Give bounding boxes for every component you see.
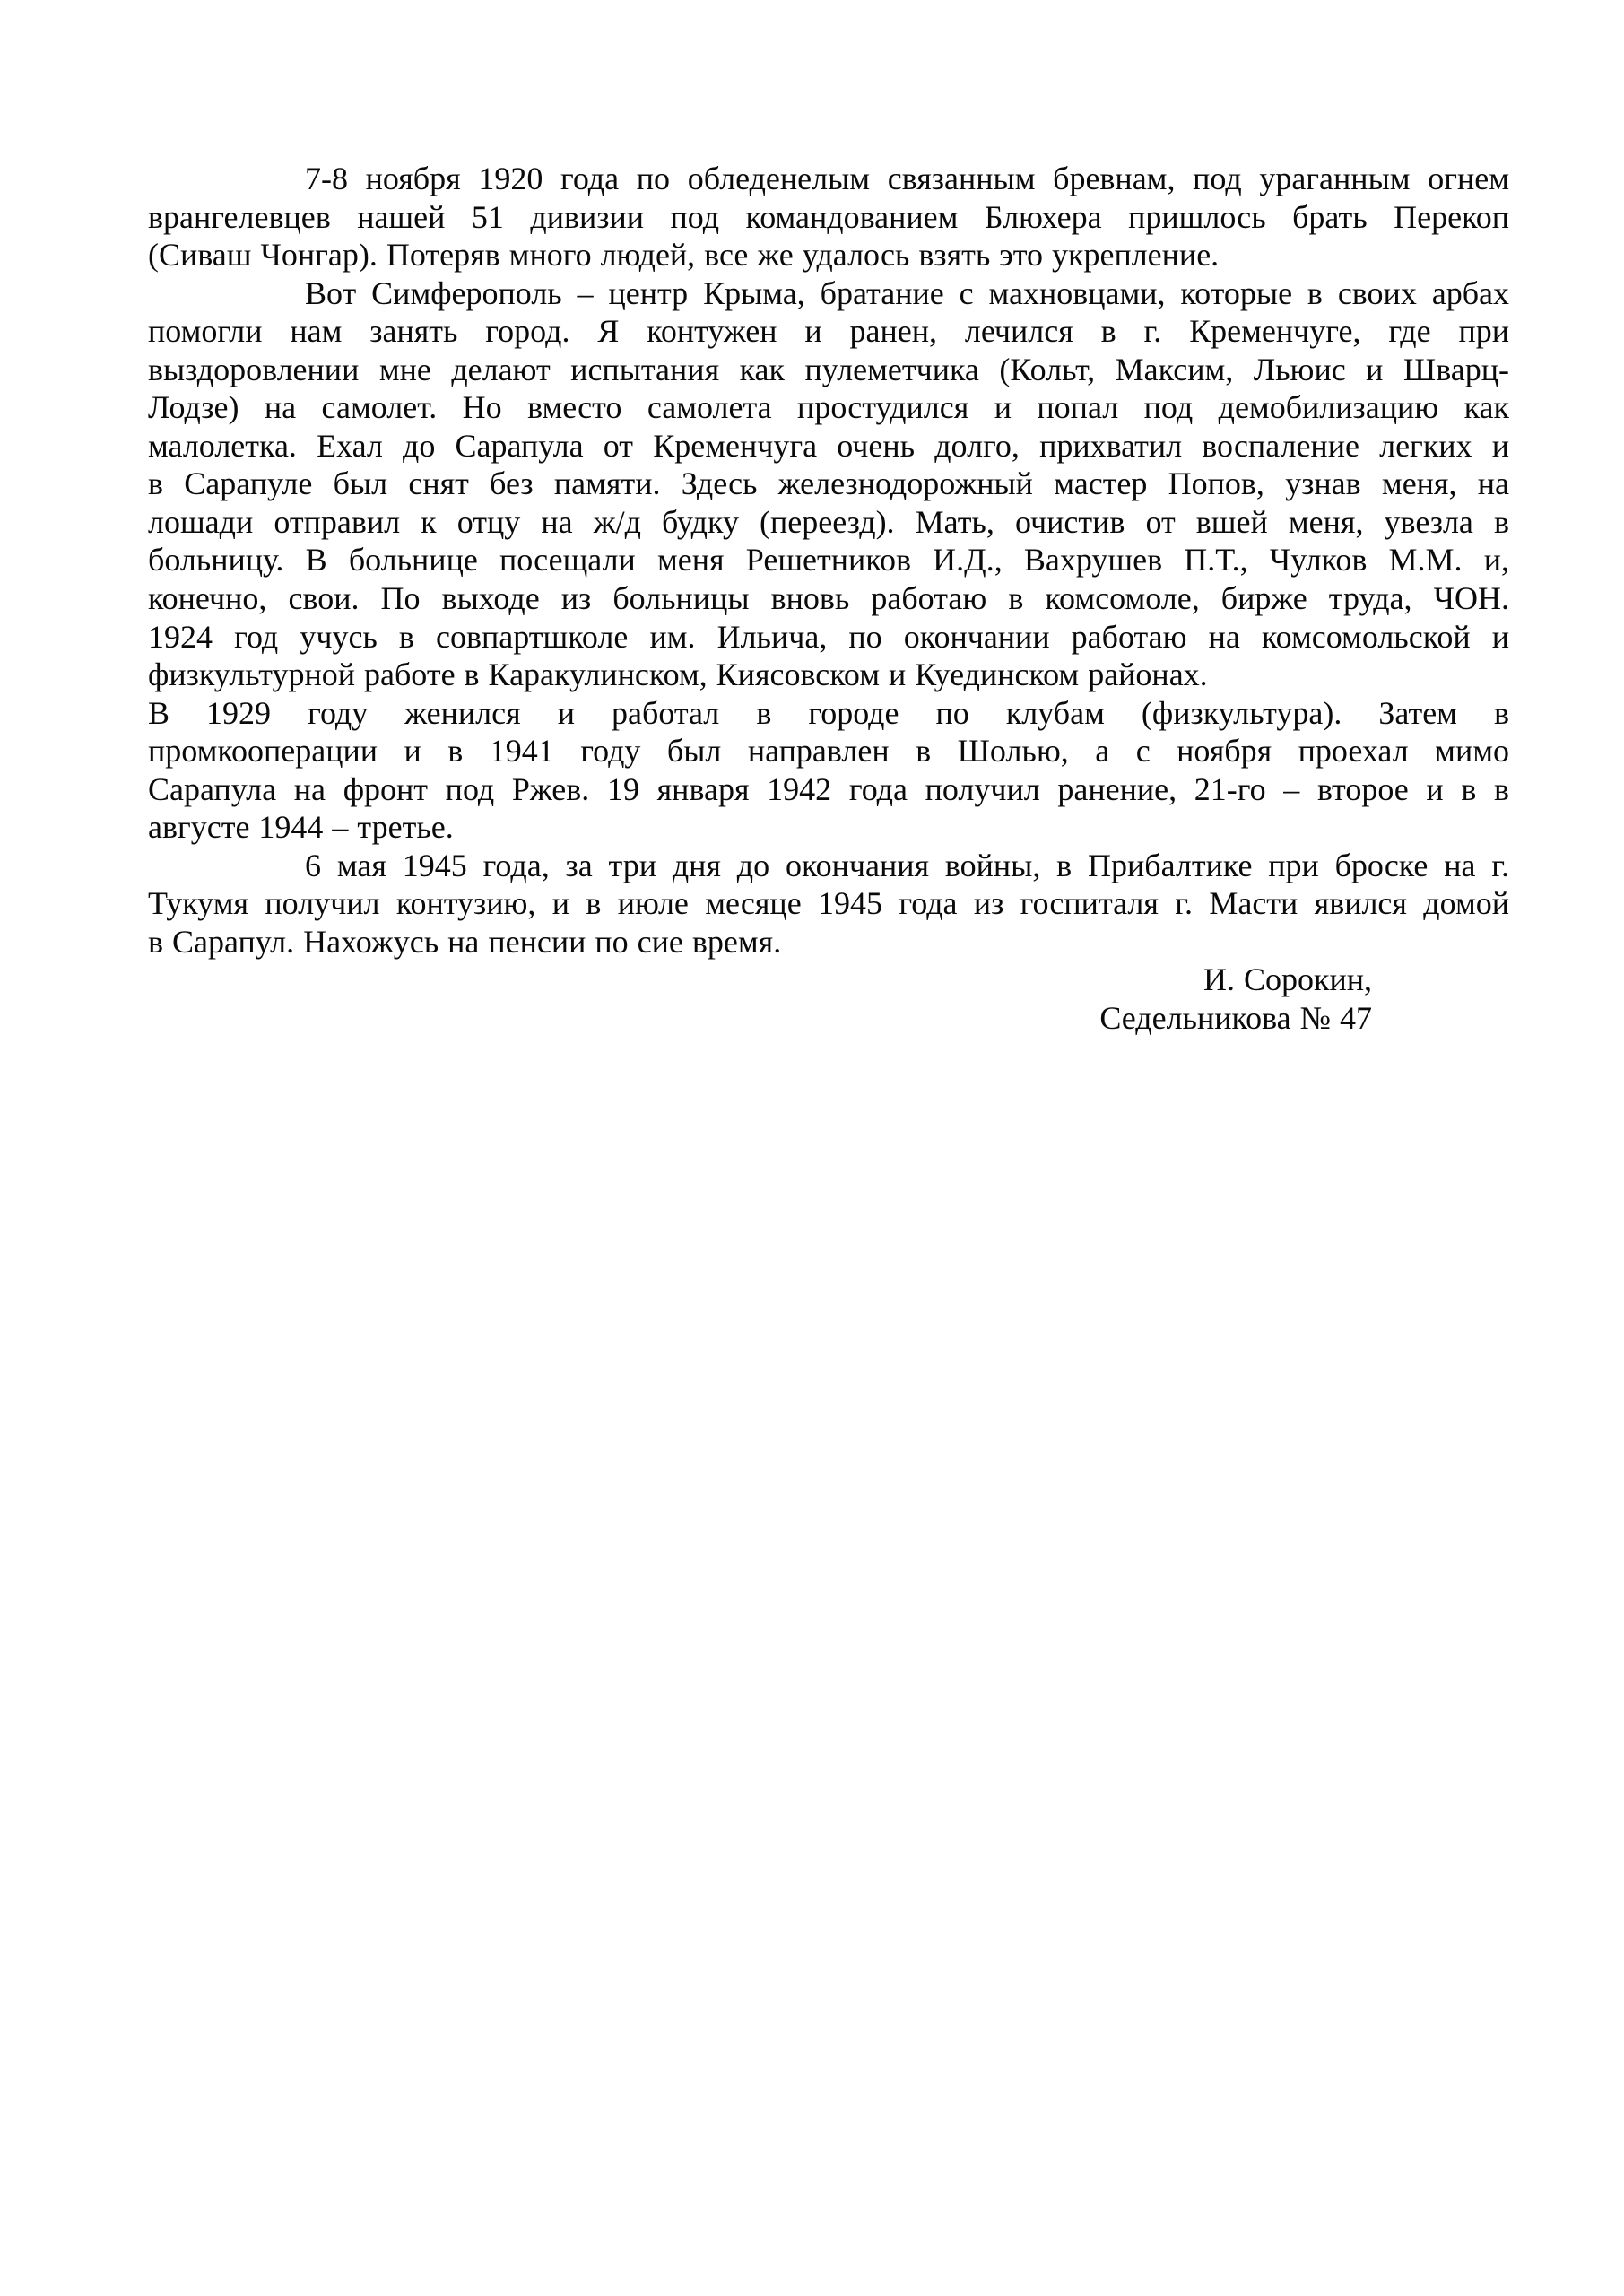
memoir-text-block xyxy=(148,160,1509,1038)
text-line: Тукумя получил контузию, и в июле месяце 1945 года из госпиталя г. Масти явился домой xyxy=(148,885,1509,922)
text-line: 6 мая 1945 года, за три дня до окончания войны, в Прибалтике при броске на г. xyxy=(305,847,1509,883)
text-line: выздоровлении мне делают испытания как пулеметчика (Кольт, Максим, Льюис и Шварц- xyxy=(148,351,1509,387)
text-line: в Сарапул. Нахожусь на пенсии по сие время. xyxy=(148,923,782,960)
text-line: малолетка. Ехал до Сарапула от Кременчуга очень долго, прихватил воспаление легких и xyxy=(148,427,1509,464)
text-line: Сарапула на фронт под Ржев. 19 января 1942 года получил ранение, 21-го – второе и в в xyxy=(148,770,1509,807)
text-line: конечно, свои. По выходе из больницы вновь работаю в комсомоле, бирже труда, ЧОН. xyxy=(148,580,1509,617)
text-line: больницу. В больнице посещали меня Решетников И.Д., Вахрушев П.Т., Чулков М.М. и, xyxy=(148,542,1509,578)
text-line: в Сарапуле был снят без памяти. Здесь железнодорожный мастер Попов, узнав меня, на xyxy=(148,465,1509,502)
text-line: врангелевцев нашей 51 дивизии под командованием Блюхера пришлось брать Перекоп xyxy=(148,198,1509,235)
text-line: 7-8 ноября 1920 года по обледенелым связанным бревнам, под ураганным огнем xyxy=(305,161,1509,196)
text-line: Лодзе) на самолет. Но вместо самолета простудился и попал под демобилизацию как xyxy=(148,389,1509,426)
body-text xyxy=(148,160,1509,961)
text-line: Вот Симферополь – центр Крыма, братание с махновцами, которые в своих арбах xyxy=(305,274,1509,311)
text-line: физкультурной работе в Каракулинском, Киясовском и Куединском районах. xyxy=(148,657,1208,693)
text-line: лошади отправил к отцу на ж/д будку (переезд). Мать, очистив от вшей меня, увезла в xyxy=(148,503,1509,540)
text-line: В 1929 году женился и работал в городе по клубам (физкультура). Затем в xyxy=(148,694,1509,731)
text-line: промкооперации и в 1941 году был направлен в Шолью, а с ноября проехал мимо xyxy=(148,733,1509,770)
signature-name: И. Сорокин, xyxy=(1203,961,1372,998)
text-line: 1924 год учусь в совпартшколе им. Ильича, по окончании работаю на комсомольской и xyxy=(148,618,1509,655)
text-line: помогли нам занять город. Я контужен и ранен, лечился в г. Кременчуге, где при xyxy=(148,313,1509,350)
text-line: (Сиваш Чонгар). Потеряв много людей, все же удалось взять это укрепление. xyxy=(148,237,1220,274)
signature-block xyxy=(148,961,1509,1037)
signature-address: Седельникова № 47 xyxy=(1099,1000,1372,1037)
text-line: августе 1944 – третье. xyxy=(148,809,454,846)
